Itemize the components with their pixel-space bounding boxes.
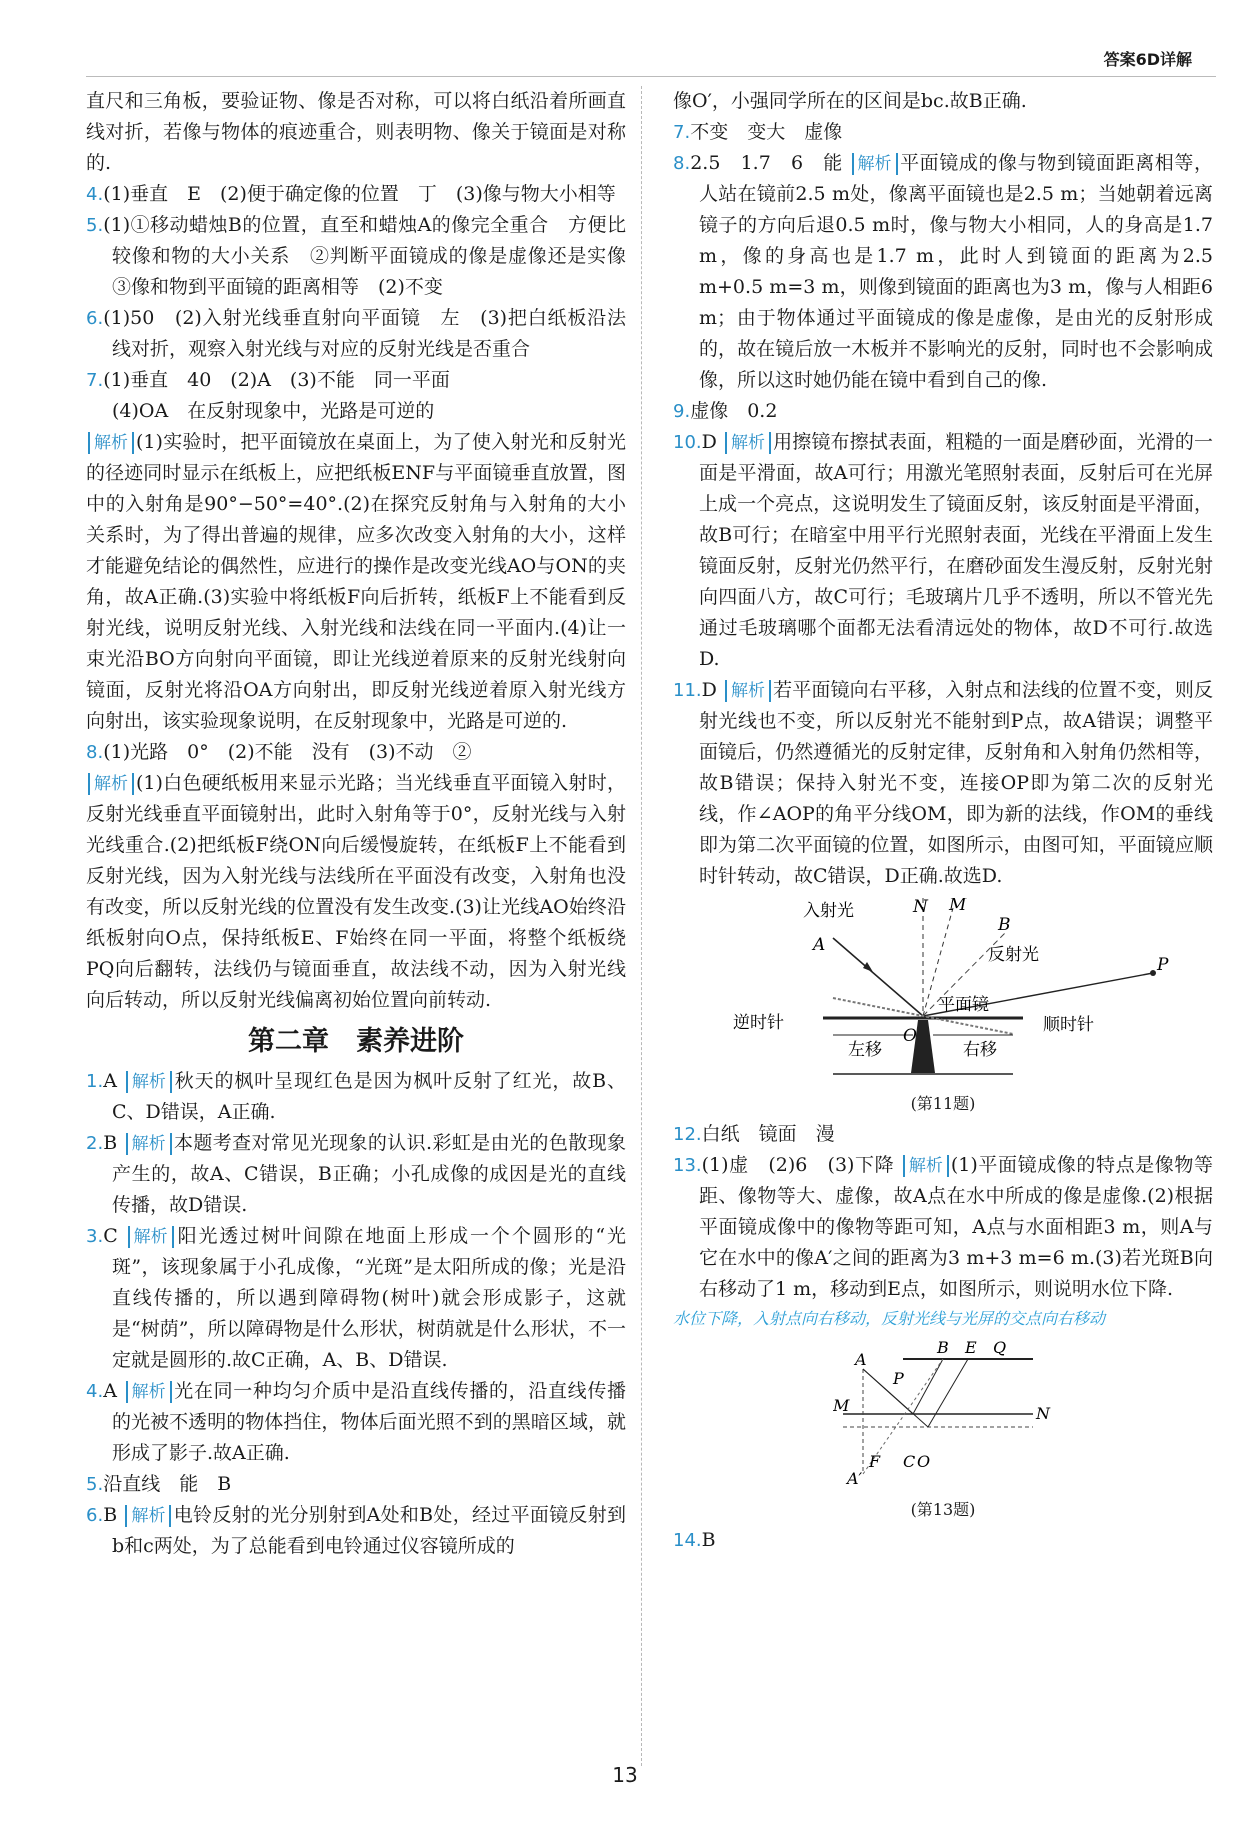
chapter-heading: 第二章 素养进阶 — [248, 1026, 464, 1057]
page-number: 13 — [612, 1763, 638, 1787]
point-p — [1150, 970, 1156, 976]
label-c: C — [903, 1452, 916, 1471]
analysis-tag: 解析 — [125, 1505, 171, 1527]
answer-number: 6. — [86, 308, 104, 329]
label-m: M — [949, 898, 967, 915]
answer-number: 3. — [86, 1226, 104, 1247]
analysis-tag: 解析 — [88, 773, 134, 795]
header-rule — [86, 76, 1216, 77]
answer-number: 5. — [86, 1474, 104, 1495]
label-o: O — [917, 1452, 931, 1471]
answer-choice: B — [103, 1504, 118, 1526]
chapter-answer-6 — [86, 1500, 626, 1562]
analysis-tag: 解析 — [852, 153, 898, 175]
answer-number: 7. — [673, 122, 691, 143]
analysis-tag: 解析 — [903, 1155, 949, 1177]
answer-text: 沿直线 能 B — [103, 1473, 232, 1495]
answer-choice: B — [103, 1132, 118, 1154]
answer-number: 7. — [86, 370, 104, 391]
answer-9r — [673, 396, 1213, 427]
figure-11-diagram — [713, 898, 1173, 1083]
answer-number: 14. — [673, 1530, 702, 1551]
figure-13-diagram — [833, 1339, 1053, 1489]
answer-text: B — [701, 1529, 716, 1551]
answer-number: 2. — [86, 1133, 104, 1154]
label-p: P — [893, 1369, 904, 1388]
answer-10r — [673, 427, 1213, 675]
answer-7r — [673, 117, 1213, 148]
analysis-text: (1)白色硬纸板用来显示光路；当光线垂直平面镜入射时，反射光线垂直平面镜射出，此时入射角等于0°，反射光线与入射光线重合.(2)把纸板F绕ON向后缓慢旋转，在纸板F上不能看到反射光线，因为入射光线与法线所在平面没有改变，入射角也没有改变，所以反射光线的位置没有发生改变.(3)让光线AO始终沿纸板射向O点，保持纸板E、F始终在同一平面，将整个纸板绕PQ向后翻转，法线仍与镜面垂直，故法线不动，因为入射光线向后转动，所以反射光线偏离初始位置向前转动. — [86, 772, 626, 1011]
answer-6 — [86, 303, 626, 365]
label-reflected: 反射光 — [988, 945, 1039, 965]
answer-number: 11. — [673, 680, 702, 701]
analysis-8 — [86, 768, 626, 1016]
figure-11-caption: (第11题) — [910, 1094, 976, 1113]
answer-choice: C — [103, 1225, 118, 1247]
label-a: A — [813, 935, 826, 955]
analysis-text: 光在同一种均匀介质中是沿直线传播的，沿直线传播的光被不透明的物体挡住，物体后面光照不到的黑暗区域，就形成了影子.故A正确. — [112, 1380, 626, 1464]
right-continuation: 像O′，小强同学所在的区间是bc.故B正确. — [673, 90, 1027, 112]
label-a-prime: A′ — [847, 1469, 863, 1488]
label-right-move: 右移 — [963, 1040, 997, 1060]
answer-4 — [86, 179, 626, 210]
label-mirror: 平面镜 — [938, 995, 989, 1015]
analysis-text: 平面镜成的像与物到镜面距离相等，人站在镜前2.5 m处，像离平面镜也是2.5 m；当她朝着远离镜子的方向后退0.5 m时，像与物大小相同，人的身高是1.7 m，像的身高也是1.7 m，此时人到镜面的距离为2.5 m+0.5 m=3 m，则像到镜面的距离也为3 m，像与人相距6 m；由于物体通过平面镜成的像是虚像，是由光的反射形成的，故在镜后放一木板并不影响光的反射，同时也不会影响成像，所以这时她仍能在镜中看到自己的像. — [699, 152, 1213, 391]
analysis-text: 阳光透过树叶间隙在地面上形成一个个圆形的“光斑”，该现象属于小孔成像，“光斑”是太阳所成的像；光是沿直线传播的，所以遇到障碍物(树叶)就会形成影子，这就是“树荫”，所以障碍物是什么形状，树荫就是什么形状，不一定就是圆形的.故C正确，A、B、D错误. — [112, 1225, 626, 1371]
answer-number: 8. — [86, 742, 104, 763]
label-m: M — [833, 1396, 850, 1415]
label-o: O — [903, 1026, 917, 1046]
answer-text: (1)垂直 E (2)便于确定像的位置 丁 (3)像与物大小相等 — [103, 183, 616, 205]
analysis-text: 秋天的枫叶呈现红色是因为枫叶反射了红光，故B、C、D错误，A正确. — [112, 1070, 626, 1123]
incident-arrow — [863, 962, 873, 972]
answer-number: 4. — [86, 184, 104, 205]
answer-number: 8. — [673, 153, 691, 174]
answer-7 — [86, 365, 626, 396]
label-e: E — [965, 1339, 977, 1357]
analysis-tag: 解析 — [128, 1226, 174, 1248]
chapter-answer-4 — [86, 1376, 626, 1469]
answer-text: 白纸 镜面 漫 — [701, 1123, 835, 1145]
left-continuation: 直尺和三角板，要验证物、像是否对称，可以将白纸沿着所画直线对折，若像与物体的痕迹重合，则表明物、像关于镜面是对称的. — [86, 90, 626, 174]
figure-13-caption: (第13题) — [910, 1500, 976, 1519]
answer-13r — [673, 1150, 1213, 1305]
answer-number: 1. — [86, 1071, 104, 1092]
figure-11 — [673, 898, 1213, 1115]
answer-text: (1)垂直 40 (2)A (3)不能 同一平面 — [103, 369, 450, 391]
label-p: P — [1157, 955, 1169, 975]
answer-choice: D — [701, 431, 717, 453]
analysis-tag: 解析 — [88, 432, 134, 454]
answer-choice: D — [701, 679, 717, 701]
label-cw: 顺时针 — [1043, 1015, 1094, 1035]
label-ccw: 逆时针 — [733, 1013, 784, 1033]
answer-text: (1)光路 0° (2)不能 没有 (3)不动 ② — [103, 741, 472, 763]
answer-8 — [86, 737, 626, 768]
analysis-text: 本题考查对常见光现象的认识.彩虹是由光的色散现象产生的，故A、C错误，B正确；小孔成像的成因是光的直线传播，故D错误. — [112, 1132, 626, 1216]
answer-number: 6. — [86, 1505, 104, 1526]
handwritten-note: 水位下降，入射点向右移动，反射光线与光屏的交点向右移动 — [673, 1309, 1106, 1328]
label-left-move: 左移 — [848, 1040, 882, 1060]
answer-number: 12. — [673, 1124, 702, 1145]
answer-5 — [86, 210, 646, 303]
answer-7-line2: (4)OA 在反射现象中，光路是可逆的 — [112, 400, 435, 422]
answer-choice: A — [103, 1070, 117, 1092]
answer-text: 虚像 0.2 — [690, 400, 778, 422]
reflected-ray-1 — [913, 1359, 943, 1414]
answer-text: 2.5 1.7 6 能 — [690, 152, 843, 174]
chapter-answer-5 — [86, 1469, 626, 1500]
answer-14r — [673, 1525, 1213, 1556]
analysis-tag: 解析 — [725, 432, 771, 454]
answer-11r — [673, 675, 1213, 892]
analysis-7 — [86, 427, 626, 737]
label-incident: 入射光 — [803, 901, 854, 921]
analysis-text: (1)平面镜成像的特点是像物等距、像物等大、虚像，故A点在水中所成的像是虚像.(2)根据平面镜成像中的像物等距可知，A点与水面相距3 m，则A与它在水中的像A′之间的距离为3 m+3 m=6 m.(3)若光斑B向右移动了1 m，移动到E点，如图所示，则说明水位下降. — [699, 1154, 1213, 1300]
label-q: Q — [993, 1339, 1007, 1357]
figure-13 — [673, 1339, 1213, 1521]
analysis-text: 若平面镜向右平移，入射点和法线的位置不变，则反射光线也不变，所以反射光不能射到P点，故A错误；调整平面镜后，仍然遵循光的反射定律，反射角和入射角仍然相等，故B错误；保持入射光不变，连接OP即为第二次的反射光线，作∠AOP的角平分线OM，即为新的法线，作OM的垂线即为第二次平面镜的位置，如图所示，由图可知，平面镜应顺时针转动，故C错误，D正确.故选D. — [699, 679, 1213, 887]
incident-ray — [833, 938, 923, 1016]
header-title: 答案6D详解 — [1103, 50, 1192, 69]
analysis-tag: 解析 — [126, 1071, 172, 1093]
label-b: B — [937, 1339, 949, 1357]
analysis-text: 用擦镜布擦拭表面，粗糙的一面是磨砂面，光滑的一面是平滑面，故A可行；用激光笔照射表面，反射后可在光屏上成一个亮点，这说明发生了镜面反射，该反射面是平滑面，故B可行；在暗室中用平行光照射表面，光线在平滑面上发生镜面反射，反射光仍然平行，在磨砂面发生漫反射，反射光射向四面八方，故C可行；毛玻璃片几乎不透明，所以不管光先通过毛玻璃哪个面都无法看清远处的物体，故D不可行.故选D. — [699, 431, 1213, 670]
analysis-tag: 解析 — [126, 1133, 172, 1155]
right-column — [673, 86, 1213, 1556]
answer-text: (1)虚 (2)6 (3)下降 — [701, 1154, 895, 1176]
answer-number: 13. — [673, 1155, 702, 1176]
analysis-text: (1)实验时，把平面镜放在桌面上，为了使入射光和反射光的径迹同时显示在纸板上，应把纸板ENF与平面镜垂直放置，图中的入射角是90°−50°=40°.(2)在探究反射角与入射角的大小关系时，为了得出普遍的规律，应多次改变入射角的大小，这样才能避免结论的偶然性，应进行的操作是改变光线AO与ON的夹角，故A正确.(3)实验中将纸板F向后折转，纸板F上不能看到反射光线，说明反射光线、入射光线和法线在同一平面内.(4)让一束光沿BO方向射向平面镜，即让光线逆着原来的反射光线射向镜面，反射光将沿OA方向射出，即反射光线逆着原入射光线方向射出，该实验现象说明，在反射现象中，光路是可逆的. — [86, 431, 626, 732]
answer-number: 5. — [86, 215, 104, 236]
chapter-answer-3 — [86, 1221, 626, 1376]
label-n: N — [913, 898, 928, 917]
label-f: F — [869, 1452, 881, 1471]
label-a: A — [855, 1350, 867, 1369]
analysis-tag: 解析 — [126, 1381, 172, 1403]
answer-8r — [673, 148, 1213, 396]
analysis-text: 电铃反射的光分别射到A处和B处，经过平面镜反射到b和c两处，为了总能看到电铃通过仪容镜所成的 — [112, 1504, 626, 1557]
answer-number: 4. — [86, 1381, 104, 1402]
answer-number: 9. — [673, 401, 691, 422]
reflected-ray-2 — [928, 1359, 968, 1427]
analysis-tag: 解析 — [725, 680, 771, 702]
label-n: N — [1036, 1404, 1050, 1423]
label-b: B — [998, 915, 1011, 935]
left-column — [86, 86, 646, 1562]
answer-choice: A — [103, 1380, 117, 1402]
answer-text: (1)50 (2)入射光线垂直射向平面镜 左 (3)把白纸板沿法线对折，观察入射光线与对应的反射光线是否重合 — [103, 307, 626, 360]
answer-number: 10. — [673, 432, 702, 453]
answer-12r — [673, 1119, 1213, 1150]
answer-text: (1)①移动蜡烛B的位置，直至和蜡烛A的像完全重合 方便比较像和物的大小关系 ②判断平面镜成的像是虚像还是实像 ③像和物到平面镜的距离相等 (2)不变 — [103, 214, 646, 298]
chapter-answer-1 — [86, 1066, 626, 1128]
column-divider — [641, 86, 642, 1766]
answer-text: 不变 变大 虚像 — [690, 121, 843, 143]
chapter-answer-2 — [86, 1128, 626, 1221]
